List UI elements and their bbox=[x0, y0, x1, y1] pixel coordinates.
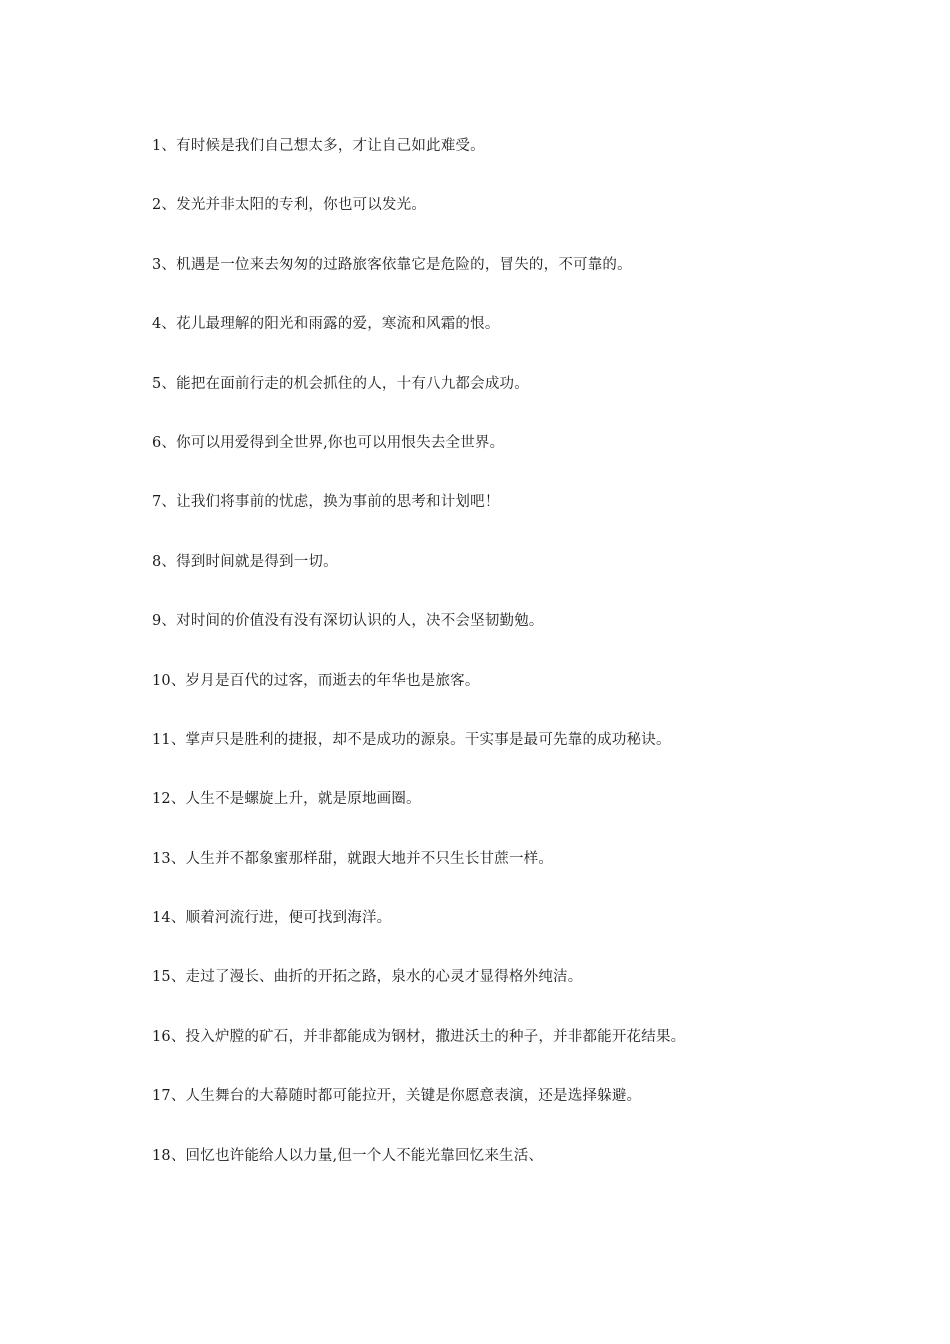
quote-list bbox=[152, 136, 852, 1205]
quote-item: 1、有时候是我们自己想太多，才让自己如此难受。 bbox=[152, 138, 485, 154]
quote-item: 6、你可以用爱得到全世界,你也可以用恨失去全世界。 bbox=[152, 434, 505, 451]
quote-item: 7、让我们将事前的忧虑，换为事前的思考和计划吧！ bbox=[152, 494, 500, 511]
quote-item: 9、对时间的价值没有没有深切认识的人，决不会坚韧勤勉。 bbox=[152, 613, 544, 630]
quote-item: 16、投入炉膛的矿石，并非都能成为钢材，撒进沃土的种子，并非都能开花结果。 bbox=[152, 1028, 686, 1045]
quote-item: 4、花儿最理解的阳光和雨露的爱，寒流和风霜的恨。 bbox=[152, 316, 500, 333]
quote-item: 5、能把在面前行走的机会抓住的人，十有八九都会成功。 bbox=[152, 375, 529, 392]
quote-item: 13、人生并不都象蜜那样甜，就跟大地并不只生长甘蔗一样。 bbox=[152, 850, 554, 867]
quote-item: 10、岁月是百代的过客，而逝去的年华也是旅客。 bbox=[152, 672, 480, 689]
quote-item: 17、人生舞台的大幕随时都可能拉开，关键是你愿意表演，还是选择躲避。 bbox=[152, 1088, 642, 1105]
quote-item: 8、得到时间就是得到一切。 bbox=[152, 553, 338, 570]
quote-item: 18、回忆也许能给人以力量,但一个人不能光靠回忆来生活、 bbox=[152, 1147, 544, 1164]
quote-item: 2、发光并非太阳的专利，你也可以发光。 bbox=[152, 197, 427, 214]
quote-item: 15、走过了漫长、曲折的开拓之路，泉水的心灵才显得格外纯洁。 bbox=[152, 969, 583, 986]
quote-item: 14、顺着河流行进，便可找到海洋。 bbox=[152, 910, 392, 927]
quote-item: 3、机遇是一位来去匆匆的过路旅客依靠它是危险的，冒失的，不可靠的。 bbox=[152, 256, 632, 273]
quote-item: 11、掌声只是胜利的捷报，却不是成功的源泉。干实事是最可先靠的成功秘诀。 bbox=[152, 731, 671, 748]
quote-item: 12、人生不是螺旋上升，就是原地画圈。 bbox=[152, 791, 421, 808]
